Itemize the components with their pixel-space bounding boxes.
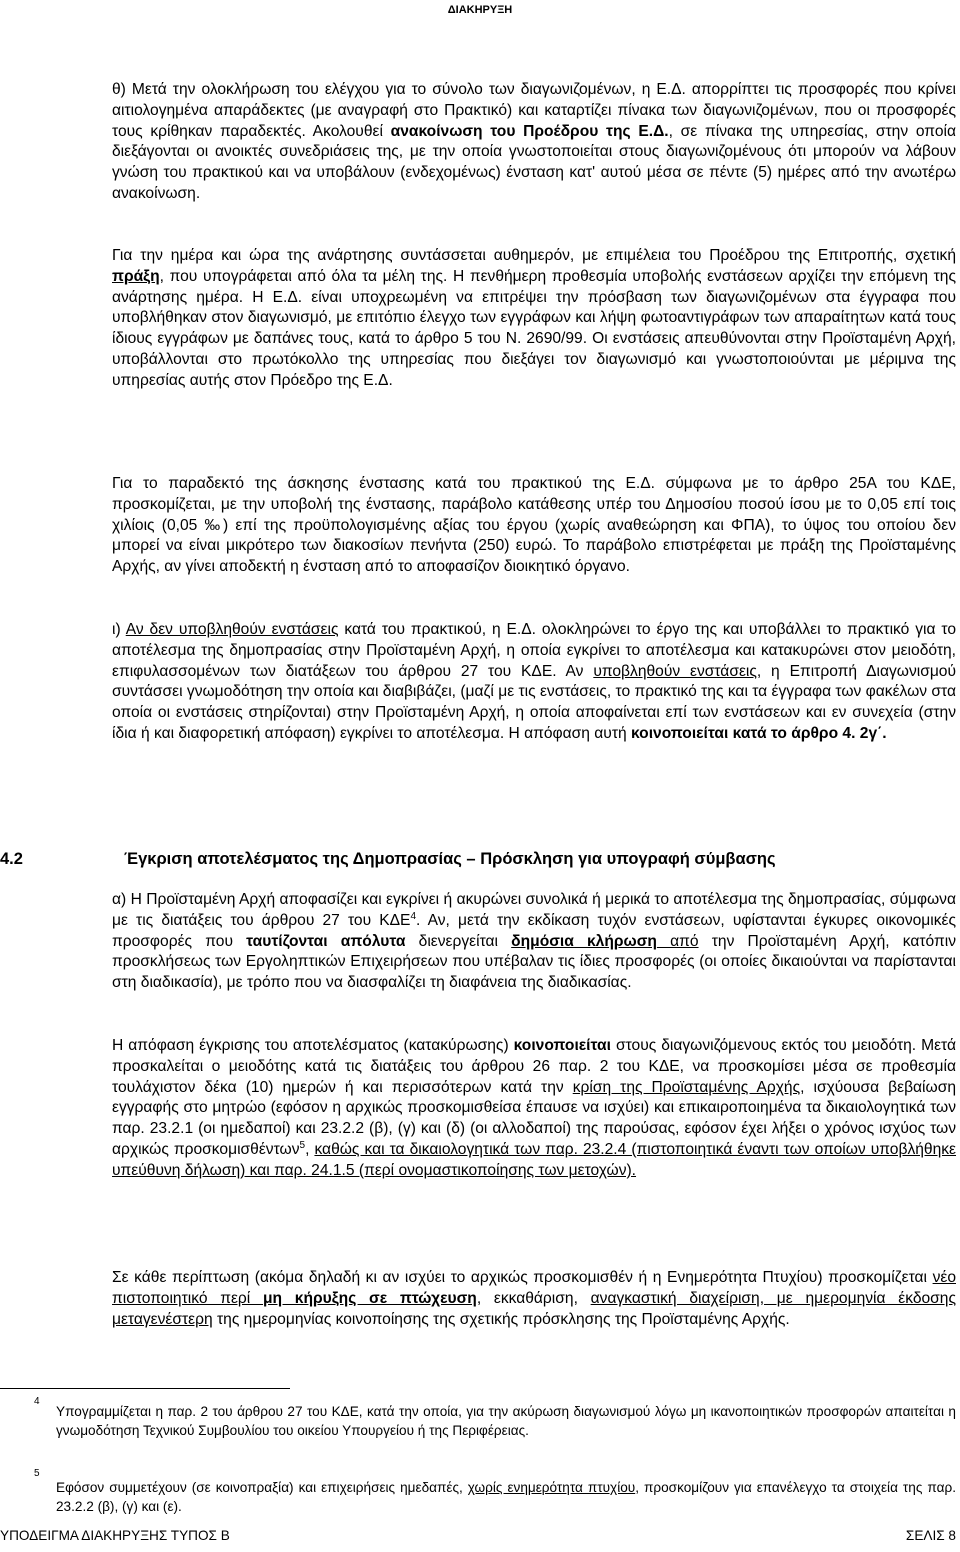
paragraph-theta — [112, 80, 956, 205]
page-header: ΔΙΑΚΗΡΥΞΗ — [447, 4, 513, 16]
text-run: , που υπογράφεται από όλα τα μέλη της. Η πενθήμερη προθεσμία υποβολής ενστάσεων αρχίζει την επόμενη της ανάρτησης ημέρα. Η Ε.Δ. είναι υποχρεωμένη να επιτρέψει την πρόσβαση των διαγωνιζομένων στα έγγραφα που υποβλήθηκαν στον διαγωνισμό, με επιτόπιο έλεγχο των εγγράφων και λήψη φωτοαντιγράφων των απαραίτητων κατά τους ίδιους εγγράφων με δαπάνες τους, κατά το άρθρο 5 του Ν. 2690/99. Οι ενστάσεις απευθύνονται στην Προϊσταμένη Αρχή, υποβάλλονται στο πρωτόκολλο της υπηρεσίας που διεξάγει τον διαγωνισμό και γνωστοποιούνται με μέριμνα της υπηρεσίας αυτής στον Πρόεδρο της Ε.Δ. — [112, 267, 956, 389]
text-run: . Αν, μετά την εκδίκαση τυχόν ενστάσεων, υφίστανται έγκυρες οικονομικές προσφορές που — [112, 911, 956, 950]
text-run: θ) Μετά την ολοκλήρωση του ελέγχου για το σύνολο των διαγωνιζομένων, η Ε.Δ. απορρίπτει τις προσφορές που κρίνει αιτιολογημένα απαράδεκτες (με αναγραφή στο Πρακτικό) και καταρτίζει πίνακα των διαγωνιζομένων, που οι προσφορές τους κρίθηκαν παραδεκτές. Ακολουθεί — [112, 81, 956, 140]
text-run: α) Η Προϊσταμένη Αρχή αποφασίζει και εγκρίνει ή ακυρώνει συνολικά ή μερικά το αποτέλεσμα της δημοπρασίας, σύμφωνα με τις διατάξεις του άρθρου 27 του ΚΔΕ — [112, 891, 956, 929]
text-run: Για την ημέρα και ώρα της ανάρτησης συντάσσεται αυθημερόν, με επιμέλεια του Προέδρου της Επιτροπής, σχετική — [112, 247, 956, 264]
footnote-5 — [56, 1478, 956, 1516]
text-run: την Προϊσταμένη Αρχή, κατόπιν προσκλήσεως των Εργοληπτικών Επιχειρήσεων που υπέβαλαν τις ίδιες προσφορές (οι οποίες δικαιούνται να παρίστανται στη διαδικασία), με τρόπο που να διασφαλίζει τη διαφάνεια της διαδικασίας. — [112, 932, 957, 992]
paragraph-alpha — [112, 890, 956, 994]
bold-run: κοινοποιείται — [513, 1037, 611, 1054]
section-number: 4.2 — [0, 850, 23, 868]
underlined-run: υποβληθούν ενστάσεις — [593, 662, 757, 680]
underlined-run: Αν δεν υποβληθούν ενστάσεις — [125, 621, 339, 638]
text-run: , ισχύουσα βεβαίωση εγγραφής στο μητρώο (εφόσον η αρχικώς προσκομισθείσα έπαυσε να ισχύει) και επικαιροποιημένα τα δικαιολογητικά των παρ. 23.2.1 (οι ημεδαποί) και 23.2.2 (β), (γ) και (δ) (οι αλλοδαποί) της παρούσας, εφόσον έχει λήξει ο χρόνος ισχύος των αρχικώς προσκομισθέντων — [112, 1078, 956, 1158]
underlined-run: αναγκαστική διαχείριση, με ημερομηνία έκδοσης μεταγενέστερη — [112, 1289, 956, 1328]
text-run: κατά του πρακτικού, η Ε.Δ. ολοκληρώνει το έργο της και υποβάλλει το πρακτικό για το αποτέλεσμα της δημοπρασίας στην Προϊσταμένη Αρχή, η οποία εγκρίνει το αποτέλεσμα και κατακυρώνει στον μειοδότη, επιφυλασσομένων των διατάξεων του άρθρου 27 του ΚΔΕ. Αν — [112, 621, 957, 680]
footnote-separator — [0, 1388, 290, 1389]
footnote-mark: 4 — [34, 1396, 40, 1407]
section-title: Έγκριση αποτελέσματος της Δημοπρασίας – Πρόσκληση για υπογραφή σύμβασης — [124, 850, 776, 868]
text-run: , προσκομίζουν για επανέλεγχο τα στοιχεία της παρ. 23.2.2 (β), (γ) και (ε). — [56, 1480, 956, 1514]
text-run: Η απόφαση έγκρισης του αποτελέσματος (κατακύρωσης) — [112, 1037, 514, 1054]
footnote-4: Υπογραμμίζεται η παρ. 2 του άρθρου 27 του ΚΔΕ, κατά την οποία, για την ακύρωση διαγωνισμού λόγω μη ικανοποιητικών προσφορών απαιτείται η γνωμοδότηση Τεχνικού Συμβουλίου του οικείου Υπουργείου ή της Περιφέρειας. — [56, 1404, 956, 1438]
text-run: , εκκαθάριση, — [476, 1289, 591, 1307]
underlined-run: πράξη — [112, 267, 160, 285]
text-run: Εφόσον συμμετέχουν (σε κοινοπραξία) και επιχειρήσεις ημεδαπές, — [56, 1480, 468, 1495]
bold-run: ανακοίνωση του Προέδρου της Ε.Δ. — [390, 122, 669, 140]
text-run: Σε κάθε περίπτωση (ακόμα δηλαδή κι αν ισχύει το αρχικώς προσκομισθέν ή η Ενημερότητα Πτυχίου) προσκομίζεται — [112, 1269, 933, 1286]
paragraph-apofasi — [112, 1036, 956, 1182]
underlined-run: καθώς και τα δικαιολογητικά των παρ. 23.2.4 (πιστοποιητικά έναντι των οποίων υποβλήθηκε υπεύθυνη δήλωση) και παρ. 24.1.5 (περί ονομαστικοποίησης των μετοχών). — [112, 1140, 957, 1179]
text-run: ι) — [112, 621, 126, 638]
underlined-run: κρίση της Προϊσταμένης Αρχής — [572, 1078, 801, 1096]
bold-underlined-run: μη κήρυξης σε πτώχευση — [263, 1289, 477, 1307]
paragraph-ora — [112, 246, 956, 392]
text-run: , η Επιτροπή Διαγωνισμού συντάσσει γνωμοδότηση την οποία και διαβιβάζει, (μαζί με τις ενστάσεις, το πρακτικό της και τα έγγραφα των φακέλων στα οποία οι ενστάσεις στηρίζονται) στην Προϊσταμένη Αρχή, η οποία αποφαίνεται επί των ενστάσεων και εν συνεχεία (στην ίδια ή και διαφορετική απόφαση) εγκρίνει το αποτέλεσμα. Η απόφαση αυτή — [112, 662, 957, 742]
paragraph-kathe — [112, 1268, 956, 1330]
bold-run: ταυτίζονται απόλυτα — [246, 932, 406, 950]
underlined-run: χωρίς ενημερότητα πτυχίου — [467, 1480, 636, 1495]
text-run: διενεργείται — [405, 932, 512, 950]
paragraph-paradekto: Για το παραδεκτό της άσκησης ένστασης κατά του πρακτικού της Ε.Δ. σύμφωνα με το άρθρο 25Α του ΚΔΕ, προσκομίζεται, με την υποβολή της ένστασης, παράβολο κατάθεσης υπέρ του Δημοσίου ποσού ίσου με το 0,05 επί τοις χιλίοις (0,05 ‰) επί της προϋπολογισμένης αξίας του έργου (χωρίς αναθεώρηση και ΦΠΑ), το ύψος του οποίου δεν μπορεί να είναι μικρότερο των διακοσίων πενήντα (250) ευρώ. Το παράβολο επιστρέφεται με πράξη της Προϊσταμένης Αρχής, αν γίνει αποδεκτή η ένσταση από το αποφασίζον διοικητικό όργανο. — [112, 475, 956, 576]
text-run: , σε πίνακα της υπηρεσίας, στην οποία διεξάγονται οι ανοικτές συνεδριάσεις της, με την οποία γνωστοποιείται στους διαγωνιζομένους ότι μπορούν να λάβουν γνώση του πρακτικού και να υποβάλουν (ενδεχομένως) ένσταση κατ' αυτού μέσα σε πέντε (5) ημέρες από την ανωτέρω ανακοίνωση. — [112, 122, 956, 202]
underlined-run: από — [656, 932, 699, 950]
footnote-mark: 5 — [34, 1468, 40, 1479]
paragraph-iota — [112, 620, 956, 745]
text-run: της ημερομηνίας κοινοποίησης της σχετικής πρόσκλησης της Προϊσταμένης Αρχής. — [212, 1310, 790, 1328]
underlined-run: νέο πιστοποιητικό περί — [112, 1269, 956, 1307]
bold-underlined-run: δημόσια κλήρωση — [511, 932, 657, 950]
text-run: στους διαγωνιζόμενους εκτός του μειοδότη. Μετά προσκαλείται ο μειοδότης κατά τις διατάξεις του άρθρου 26 παρ. 2 του ΚΔΕ, να προσκομίσει μέσα σε προθεσμία τουλάχιστον δέκα (10) ημερών ή και περισσότερων κατά την — [112, 1037, 956, 1096]
footer-doc-title: ΥΠΟΔΕΙΓΜΑ ΔΙΑΚΗΡΥΞΗΣ ΤΥΠΟΣ Β — [0, 1528, 230, 1543]
bold-run: κοινοποιείται κατά το άρθρο 4. 2γ΄. — [631, 724, 887, 742]
footer-page-number: ΣΕΛΙΣ 8 — [905, 1528, 956, 1543]
footnote-ref[interactable]: 5 — [299, 1139, 306, 1151]
text-run: , — [305, 1140, 315, 1158]
footnote-ref[interactable]: 4 — [410, 910, 416, 922]
